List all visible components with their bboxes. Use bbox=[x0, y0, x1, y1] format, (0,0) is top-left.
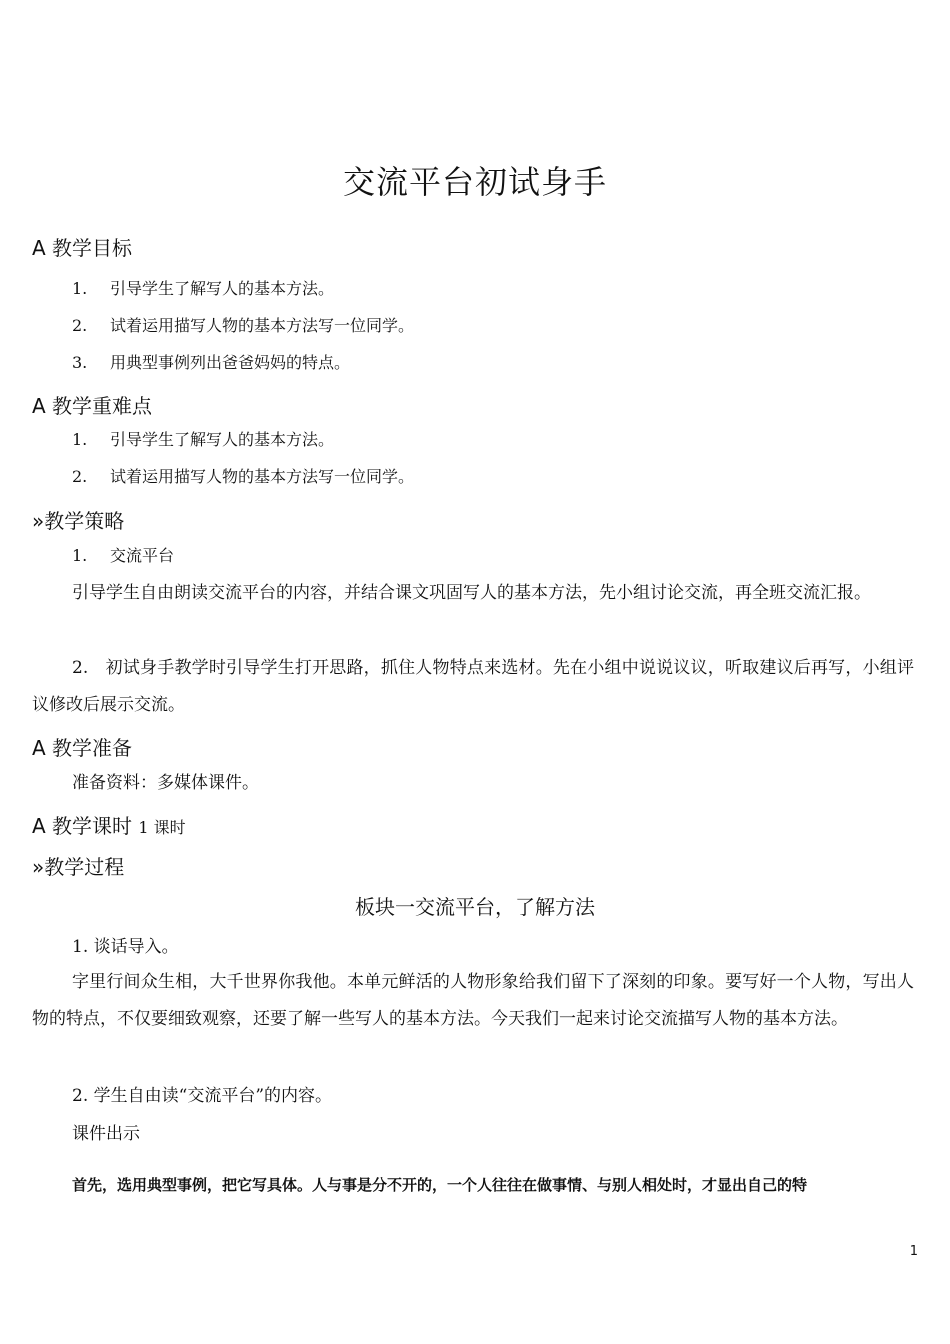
list-item-number: 1. bbox=[72, 546, 88, 565]
step-2: 2. 学生自由读“交流平台”的内容。 bbox=[72, 1086, 333, 1106]
strategy-paragraph-2: 2. 初试身手教学时引导学生打开思路，抓住人物特点来选材。先在小组中说说议议，听取建议后再写，小组评议修改后展示交流。 bbox=[32, 658, 914, 715]
hours-heading: A 教学课时 bbox=[32, 814, 133, 838]
list-item-text: 引导学生了解写人的基本方法。 bbox=[110, 430, 335, 449]
section-heading-key-points: A 教学重难点 bbox=[32, 394, 153, 418]
list-item-number: 1. bbox=[72, 430, 88, 449]
list-item-text: 引导学生了解写人的基本方法。 bbox=[110, 279, 335, 298]
strategy-paragraph-1: 引导学生自由朗读交流平台的内容，并结合课文巩固写人的基本方法，先小组讨论交流，再全班交流汇报。 bbox=[72, 583, 871, 603]
block-title: 板块一交流平台，了解方法 bbox=[355, 895, 595, 919]
page-number: 1 bbox=[909, 1244, 918, 1259]
list-item-number: 3. bbox=[72, 353, 88, 372]
section-heading-strategy: »教学策略 bbox=[32, 509, 125, 533]
list-item-text: 交流平台 bbox=[110, 546, 175, 565]
preparation-text: 准备资料：多媒体课件。 bbox=[72, 773, 259, 793]
list-item-text: 用典型事例列出爸爸妈妈的特点。 bbox=[110, 353, 351, 372]
list-item-text: 试着运用描写人物的基本方法写一位同学。 bbox=[110, 467, 415, 486]
list-item-text: 试着运用描写人物的基本方法写一位同学。 bbox=[110, 316, 415, 335]
intro-paragraph: 字里行间众生相，大千世界你我他。本单元鲜活的人物形象给我们留下了深刻的印象。要写好一个人物，写出人物的特点，不仅要细致观察，还要了解一些写人的基本方法。今天我们一起来讨论交流描写人物的基本方法。 bbox=[32, 972, 914, 1029]
page-title: 交流平台初试身手 bbox=[342, 163, 607, 201]
courseware-label: 课件出示 bbox=[72, 1124, 140, 1144]
section-heading-process: »教学过程 bbox=[32, 855, 125, 879]
courseware-slide-text: 首先，选用典型事例，把它写具体。人与事是分不开的，一个人往往在做事情、与别人相处时，才显出自己的特 bbox=[72, 1176, 808, 1194]
section-heading-preparation: A 教学准备 bbox=[32, 736, 133, 760]
section-heading-objectives: A 教学目标 bbox=[32, 236, 133, 260]
list-item-number: 1. bbox=[72, 279, 88, 298]
list-item-number: 2. bbox=[72, 467, 88, 486]
list-item-number: 2. bbox=[72, 316, 88, 335]
step-1: 1. 谈话导入。 bbox=[72, 937, 179, 957]
hours-value: 1 课时 bbox=[138, 818, 186, 837]
section-heading-hours bbox=[32, 812, 186, 842]
